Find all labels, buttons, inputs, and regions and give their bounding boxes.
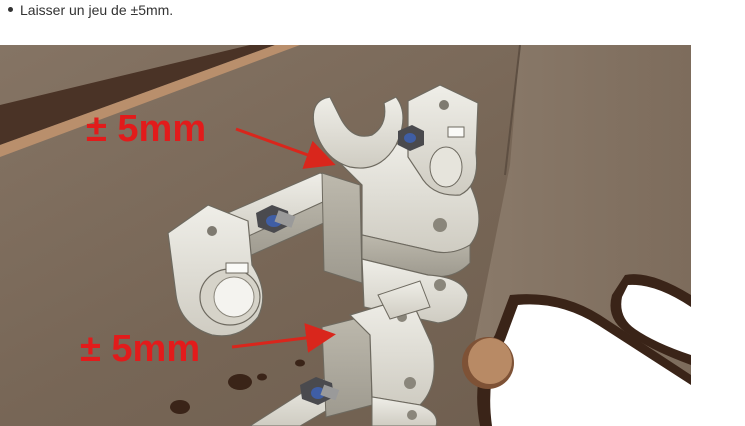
- clamp-left-bore: [214, 277, 254, 317]
- wood-hole: [170, 400, 190, 414]
- assembly-figure: [0, 45, 691, 426]
- wood-hole: [228, 374, 252, 390]
- wood-hole: [295, 360, 305, 367]
- top-plate: [322, 173, 362, 283]
- top-lower-hole: [434, 279, 446, 291]
- bottom-block-hole: [404, 377, 416, 389]
- clamp-left-slot: [226, 263, 248, 273]
- wood-hole: [257, 374, 267, 381]
- instruction-item: [8, 1, 173, 19]
- bottom-lower-hole: [407, 410, 417, 420]
- annotation-top-label: ± 5mm: [86, 108, 207, 150]
- annotation-bottom-label: ± 5mm: [80, 328, 201, 370]
- instruction-text: Laisser un jeu de ±5mm.: [20, 2, 174, 18]
- top-right-nut-washer: [404, 133, 416, 143]
- clamp-right-hole: [439, 100, 449, 110]
- bullet-icon: [8, 7, 13, 12]
- assembly-render: [0, 45, 691, 426]
- clamp-right-slot: [448, 127, 464, 137]
- clamp-left-hole: [207, 226, 217, 236]
- clamp-right-bore: [430, 147, 462, 187]
- top-block-hole: [433, 218, 447, 232]
- instruction-list: [0, 0, 745, 22]
- wood-peg-face: [468, 338, 512, 384]
